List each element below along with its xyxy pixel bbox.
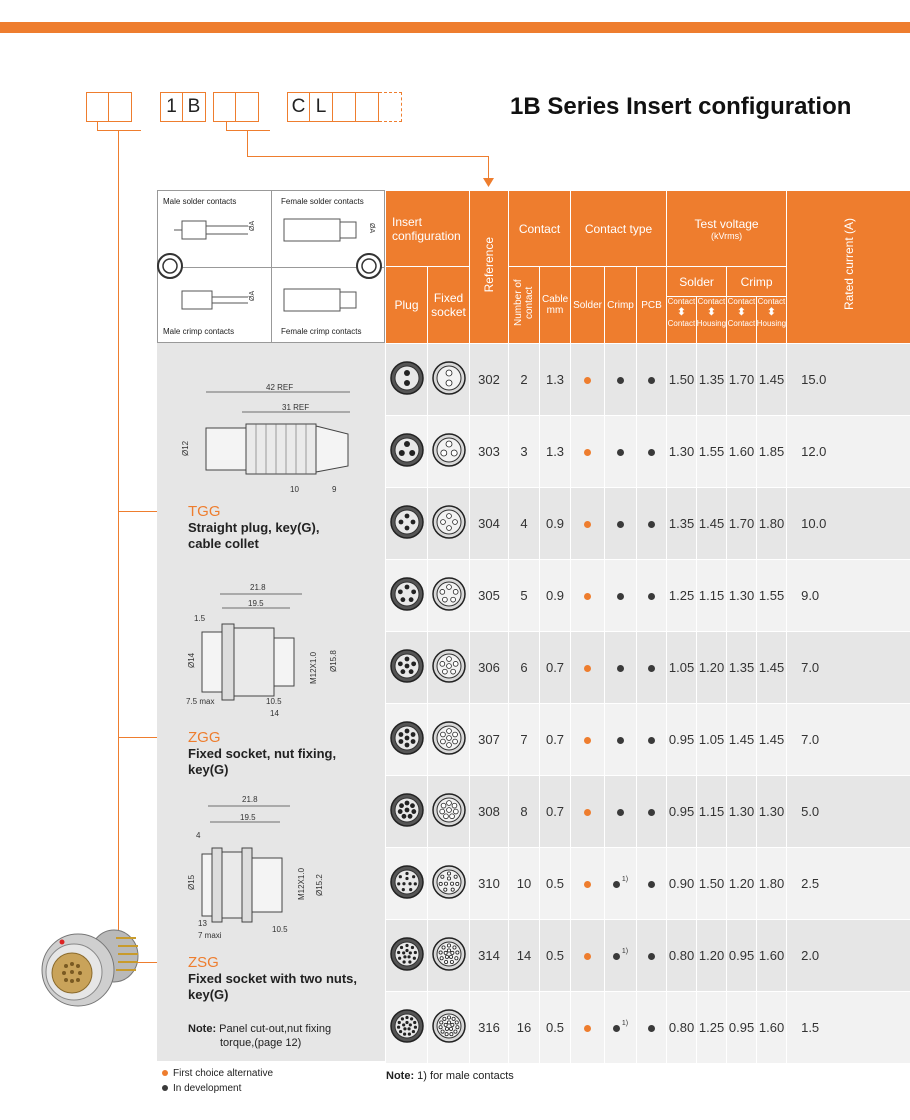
svg-text:42 REF: 42 REF (266, 383, 294, 392)
tv-solder-contact-cell: 0.95 (667, 704, 697, 776)
crimp-cell (605, 416, 637, 488)
crimp-cell (605, 920, 637, 992)
header-insert-configuration: Insert configuration (386, 191, 470, 267)
guide-line (247, 156, 489, 157)
svg-text:31 REF: 31 REF (282, 403, 310, 412)
pcb-cell (637, 848, 667, 920)
orange-dot-icon (584, 1025, 591, 1032)
section-desc-zsg-2: key(G) (188, 987, 229, 1002)
table-row (386, 704, 910, 776)
cable-cell: 0.7 (540, 632, 571, 704)
svg-text:21.8: 21.8 (250, 583, 266, 592)
cable-cell: 0.5 (540, 992, 571, 1064)
svg-text:9: 9 (332, 485, 337, 494)
socket-insert-cell (428, 704, 470, 776)
guide-line (488, 156, 489, 180)
tv-crimp-housing-cell: 1.80 (757, 488, 787, 560)
note-text-1: Panel cut-out,nut fixing (219, 1023, 332, 1035)
header-contact-contact-crimp: Contact ⬍ Contact (727, 297, 757, 343)
reference-cell: 306 (470, 632, 509, 704)
socket-insert-icon (431, 432, 467, 468)
cable-cell: 1.3 (540, 344, 571, 416)
svg-text:Ø15: Ø15 (187, 874, 196, 890)
pn-box: L (310, 92, 333, 122)
header-tv-solder: Solder (667, 267, 727, 296)
table-row (386, 920, 910, 992)
tv-solder-housing-cell: 1.20 (697, 920, 727, 992)
solder-cell (571, 344, 605, 416)
tv-solder-housing-cell: 1.55 (697, 416, 727, 488)
plug-insert-cell (386, 416, 428, 488)
header-contact-housing-solder: Contact ⬍ Housing (697, 297, 727, 343)
reference-cell: 302 (470, 344, 509, 416)
dark-dot-icon (648, 737, 655, 744)
cable-cell: 0.7 (540, 776, 571, 848)
cable-cell: 0.5 (540, 848, 571, 920)
pn-box (379, 92, 402, 122)
pcb-cell (637, 560, 667, 632)
top-accent-bar (0, 22, 910, 33)
plug-insert-cell (386, 488, 428, 560)
dark-dot-icon (648, 665, 655, 672)
pn-box (213, 92, 236, 122)
reference-cell: 305 (470, 560, 509, 632)
svg-text:ØA: ØA (368, 223, 375, 234)
table-row (386, 632, 910, 704)
dark-dot-icon (617, 593, 624, 600)
svg-text:4: 4 (196, 831, 201, 840)
note-label: Note: (188, 1023, 217, 1035)
dark-dot-icon (617, 521, 624, 528)
pn-box: B (183, 92, 206, 122)
rated-current-cell: 2.0 (787, 920, 910, 992)
plug-insert-icon (389, 648, 425, 684)
tv-crimp-housing-cell: 1.85 (757, 416, 787, 488)
socket-insert-icon (431, 576, 467, 612)
header-plug: Plug (386, 267, 428, 344)
rated-current-cell: 5.0 (787, 776, 910, 848)
contact-count-cell: 6 (509, 632, 540, 704)
solder-cell (571, 488, 605, 560)
svg-text:10.5: 10.5 (272, 925, 288, 934)
cable-cell: 0.5 (540, 920, 571, 992)
pn-box (356, 92, 379, 122)
male-solder-contact-icon (168, 211, 264, 251)
dark-dot-icon (613, 881, 620, 888)
header-tv-crimp: Crimp (740, 274, 773, 289)
section-desc-zgg: Fixed socket, nut fixing, (188, 746, 337, 761)
dark-dot-icon (617, 809, 624, 816)
zsg-socket-drawing (180, 792, 370, 942)
svg-text:7.5 max: 7.5 max (186, 697, 215, 706)
pn-box (333, 92, 356, 122)
orange-dot-icon (584, 521, 591, 528)
header-pcb: PCB (637, 267, 667, 344)
svg-text:10: 10 (290, 485, 299, 494)
header-contact-type: Contact type (571, 191, 667, 267)
arrow-down-icon (483, 178, 494, 188)
header-fixed-socket: Fixed socket (428, 267, 470, 344)
reference-cell: 314 (470, 920, 509, 992)
svg-text:19.5: 19.5 (240, 813, 256, 822)
contact-legend (157, 190, 385, 343)
crimp-cell (605, 704, 637, 776)
orange-dot-icon (584, 377, 591, 384)
pcb-cell (637, 776, 667, 848)
reference-cell: 303 (470, 416, 509, 488)
orange-dot-icon (584, 593, 591, 600)
cable-cell: 0.9 (540, 488, 571, 560)
dark-dot-icon (648, 881, 655, 888)
socket-insert-cell (428, 848, 470, 920)
orange-dot-icon (584, 665, 591, 672)
plug-insert-icon (389, 792, 425, 828)
rated-current-cell: 2.5 (787, 848, 910, 920)
contact-count-cell: 3 (509, 416, 540, 488)
svg-text:21.8: 21.8 (242, 795, 258, 804)
socket-insert-icon (431, 1008, 467, 1044)
rated-current-cell: 1.5 (787, 992, 910, 1064)
legend-female-solder: Female solder contacts (281, 197, 364, 206)
tv-crimp-contact-cell: 1.45 (727, 704, 757, 776)
footnote-marker: 1) (621, 1020, 629, 1027)
guide-line (97, 122, 98, 130)
rated-current-cell: 12.0 (787, 416, 910, 488)
tv-crimp-contact-cell: 1.60 (727, 416, 757, 488)
part-number-group-1 (86, 92, 132, 122)
plug-insert-cell (386, 992, 428, 1064)
tv-solder-contact-cell: 1.25 (667, 560, 697, 632)
dark-dot-icon (617, 665, 624, 672)
solder-cell (571, 704, 605, 776)
tv-crimp-housing-cell: 1.80 (757, 848, 787, 920)
crimp-cell (605, 776, 637, 848)
plug-insert-cell (386, 704, 428, 776)
pcb-cell (637, 488, 667, 560)
contact-count-cell: 2 (509, 344, 540, 416)
dark-dot-icon (648, 953, 655, 960)
pn-box: 1 (160, 92, 183, 122)
plug-insert-cell (386, 560, 428, 632)
svg-text:14: 14 (270, 709, 279, 718)
tv-crimp-contact-cell: 1.70 (727, 344, 757, 416)
contact-count-cell: 10 (509, 848, 540, 920)
header-contact-housing-crimp: Contact ⬍ Housing (756, 297, 787, 328)
orange-dot-icon (584, 881, 591, 888)
plug-insert-icon (389, 432, 425, 468)
rated-current-cell: 7.0 (787, 632, 910, 704)
header-rated-current: Rated current (A) (787, 191, 910, 344)
reference-cell: 308 (470, 776, 509, 848)
footnote-marker: 1) (621, 948, 629, 955)
page-title: 1B Series Insert configuration (510, 93, 852, 120)
section-desc-tgg: Straight plug, key(G), (188, 520, 320, 535)
svg-text:ØA: ØA (249, 290, 256, 301)
part-number-group-4 (287, 92, 402, 122)
tv-solder-contact-cell: 1.35 (667, 488, 697, 560)
tv-solder-contact-cell: 0.95 (667, 776, 697, 848)
panel-cutout-note (188, 1022, 331, 1036)
dark-dot-icon (617, 449, 624, 456)
pcb-cell (637, 344, 667, 416)
contact-count-cell: 7 (509, 704, 540, 776)
tv-solder-contact-cell: 0.90 (667, 848, 697, 920)
footnote-marker: 1) (621, 876, 629, 883)
plug-insert-icon (389, 576, 425, 612)
contact-count-cell: 4 (509, 488, 540, 560)
plug-insert-icon (389, 720, 425, 756)
rated-current-cell: 7.0 (787, 704, 910, 776)
header-number-of-contact: Number of contact (509, 267, 540, 344)
orange-dot-icon (584, 449, 591, 456)
tv-solder-housing-cell: 1.50 (697, 848, 727, 920)
dark-dot-icon (648, 809, 655, 816)
header-tv-subgroups (667, 267, 787, 344)
tv-solder-housing-cell: 1.05 (697, 704, 727, 776)
pcb-cell (637, 992, 667, 1064)
guide-line (247, 130, 248, 156)
contact-count-cell: 16 (509, 992, 540, 1064)
tgg-plug-drawing (170, 380, 370, 495)
tv-solder-contact-cell: 0.80 (667, 920, 697, 992)
pn-box (109, 92, 132, 122)
dark-dot-icon (613, 953, 620, 960)
header-reference: Reference (470, 191, 509, 344)
tv-solder-housing-cell: 1.20 (697, 632, 727, 704)
rated-current-cell: 15.0 (787, 344, 910, 416)
solder-cell (571, 848, 605, 920)
table-row (386, 848, 910, 920)
socket-insert-icon (431, 504, 467, 540)
zgg-socket-drawing (180, 580, 370, 720)
connector-product-photo (36, 916, 142, 1012)
solder-cell (571, 632, 605, 704)
section-code-tgg: TGG (188, 503, 221, 520)
reference-cell: 307 (470, 704, 509, 776)
plug-insert-icon (389, 864, 425, 900)
contact-count-cell: 14 (509, 920, 540, 992)
table-row (386, 992, 910, 1064)
socket-insert-cell (428, 488, 470, 560)
header-cable-mm: Cable mm (540, 267, 571, 344)
header-crimp: Crimp (605, 267, 637, 344)
plug-insert-icon (389, 936, 425, 972)
header-solder: Solder (571, 267, 605, 344)
table-row (386, 776, 910, 848)
tv-crimp-contact-cell: 1.30 (727, 776, 757, 848)
socket-insert-icon (431, 360, 467, 396)
part-number-group-2 (160, 92, 206, 122)
male-crimp-contact-icon (168, 279, 264, 319)
table-row (386, 344, 910, 416)
tv-crimp-housing-cell: 1.60 (757, 920, 787, 992)
legend-female-crimp: Female crimp contacts (281, 327, 362, 336)
dark-dot-icon (617, 737, 624, 744)
dark-dot-icon (162, 1085, 168, 1091)
section-code-zgg: ZGG (188, 729, 221, 746)
tv-solder-housing-cell: 1.25 (697, 992, 727, 1064)
svg-text:Ø15.8: Ø15.8 (329, 650, 338, 672)
pcb-cell (637, 704, 667, 776)
tv-solder-housing-cell: 1.45 (697, 488, 727, 560)
part-number-group-3 (213, 92, 259, 122)
plug-insert-cell (386, 344, 428, 416)
tv-solder-housing-cell: 1.15 (697, 560, 727, 632)
tv-crimp-housing-cell: 1.55 (757, 560, 787, 632)
socket-insert-cell (428, 776, 470, 848)
solder-cell (571, 560, 605, 632)
plug-insert-cell (386, 632, 428, 704)
svg-text:Ø15.2: Ø15.2 (315, 874, 324, 896)
svg-text:7 maxi: 7 maxi (198, 931, 222, 940)
svg-text:10.5: 10.5 (266, 697, 282, 706)
tv-solder-housing-cell: 1.35 (697, 344, 727, 416)
cable-cell: 0.7 (540, 704, 571, 776)
crimp-cell (605, 632, 637, 704)
tv-solder-contact-cell: 1.30 (667, 416, 697, 488)
svg-text:ØA: ØA (249, 220, 256, 231)
insert-configuration-table (385, 190, 910, 1064)
orange-dot-icon (162, 1070, 168, 1076)
pcb-cell (637, 920, 667, 992)
plug-insert-icon (389, 504, 425, 540)
socket-insert-icon (431, 792, 467, 828)
guide-line (97, 130, 141, 131)
section-desc-tgg-2: cable collet (188, 536, 259, 551)
crimp-cell (605, 848, 637, 920)
legend-in-development: In development (162, 1083, 241, 1094)
solder-cell (571, 416, 605, 488)
cable-cell: 1.3 (540, 416, 571, 488)
pcb-cell (637, 632, 667, 704)
solder-cell (571, 776, 605, 848)
socket-insert-icon (431, 720, 467, 756)
footnote: Note: 1) for male contacts (386, 1070, 514, 1082)
socket-insert-cell (428, 560, 470, 632)
orange-dot-icon (584, 953, 591, 960)
header-test-voltage: Test voltage (kVrms) (667, 191, 787, 267)
header-contact: Contact (509, 191, 571, 267)
plug-insert-cell (386, 776, 428, 848)
tv-crimp-housing-cell: 1.45 (757, 704, 787, 776)
crimp-cell (605, 488, 637, 560)
guide-line (226, 122, 227, 130)
guide-line (118, 130, 119, 930)
tv-crimp-contact-cell: 1.35 (727, 632, 757, 704)
socket-insert-icon (431, 936, 467, 972)
svg-text:Ø12: Ø12 (181, 440, 190, 456)
tv-crimp-housing-cell: 1.60 (757, 992, 787, 1064)
pn-box: C (287, 92, 310, 122)
dark-dot-icon (648, 1025, 655, 1032)
keying-symbol-icon (155, 251, 185, 281)
pcb-cell (637, 416, 667, 488)
dark-dot-icon (648, 377, 655, 384)
contact-count-cell: 5 (509, 560, 540, 632)
tv-crimp-contact-cell: 1.20 (727, 848, 757, 920)
contact-count-cell: 8 (509, 776, 540, 848)
plug-insert-cell (386, 920, 428, 992)
socket-insert-icon (431, 648, 467, 684)
section-desc-zsg: Fixed socket with two nuts, (188, 971, 358, 986)
reference-cell: 316 (470, 992, 509, 1064)
svg-text:1.5: 1.5 (194, 614, 206, 623)
socket-insert-cell (428, 920, 470, 992)
table-row (386, 488, 910, 560)
crimp-cell (605, 992, 637, 1064)
plug-insert-icon (389, 360, 425, 396)
legend-male-crimp: Male crimp contacts (163, 327, 235, 336)
tv-crimp-housing-cell: 1.45 (757, 632, 787, 704)
socket-insert-cell (428, 416, 470, 488)
female-solder-contact-icon (278, 211, 378, 251)
dark-dot-icon (648, 593, 655, 600)
svg-text:M12X1.0: M12X1.0 (297, 867, 306, 900)
legend-male-solder: Male solder contacts (163, 197, 237, 206)
socket-insert-cell (428, 632, 470, 704)
tv-crimp-contact-cell: 1.70 (727, 488, 757, 560)
crimp-cell (605, 344, 637, 416)
header-contact-contact-solder: Contact ⬍ Contact (667, 297, 697, 343)
svg-text:19.5: 19.5 (248, 599, 264, 608)
solder-cell (571, 992, 605, 1064)
rated-current-cell: 9.0 (787, 560, 910, 632)
tv-solder-contact-cell: 0.80 (667, 992, 697, 1064)
tv-solder-housing-cell: 1.15 (697, 776, 727, 848)
tv-crimp-contact-cell: 0.95 (727, 992, 757, 1064)
solder-cell (571, 920, 605, 992)
tv-crimp-housing-cell: 1.45 (757, 344, 787, 416)
table-row (386, 560, 910, 632)
legend-first-choice: First choice alternative (162, 1068, 273, 1079)
reference-cell: 304 (470, 488, 509, 560)
pn-box (86, 92, 109, 122)
socket-insert-cell (428, 992, 470, 1064)
guide-line (226, 130, 270, 131)
orange-dot-icon (584, 809, 591, 816)
note-text-2: torque,(page 12) (220, 1037, 302, 1049)
section-desc-zgg-2: key(G) (188, 762, 229, 777)
svg-text:M12X1.0: M12X1.0 (309, 651, 318, 684)
dark-dot-icon (613, 1025, 620, 1032)
cable-cell: 0.9 (540, 560, 571, 632)
table-row (386, 416, 910, 488)
svg-text:13: 13 (198, 919, 207, 928)
female-crimp-contact-icon (278, 279, 378, 319)
keying-symbol-icon (354, 251, 384, 281)
pn-box (236, 92, 259, 122)
orange-dot-icon (584, 737, 591, 744)
socket-insert-cell (428, 344, 470, 416)
rated-current-cell: 10.0 (787, 488, 910, 560)
socket-insert-icon (431, 864, 467, 900)
tv-solder-contact-cell: 1.50 (667, 344, 697, 416)
section-code-zsg: ZSG (188, 954, 219, 971)
dark-dot-icon (648, 449, 655, 456)
tv-crimp-contact-cell: 0.95 (727, 920, 757, 992)
plug-insert-icon (389, 1008, 425, 1044)
reference-cell: 310 (470, 848, 509, 920)
tv-solder-contact-cell: 1.05 (667, 632, 697, 704)
plug-insert-cell (386, 848, 428, 920)
svg-text:Ø14: Ø14 (187, 652, 196, 668)
tv-crimp-housing-cell: 1.30 (757, 776, 787, 848)
dark-dot-icon (617, 377, 624, 384)
tv-crimp-contact-cell: 1.30 (727, 560, 757, 632)
crimp-cell (605, 560, 637, 632)
dark-dot-icon (648, 521, 655, 528)
